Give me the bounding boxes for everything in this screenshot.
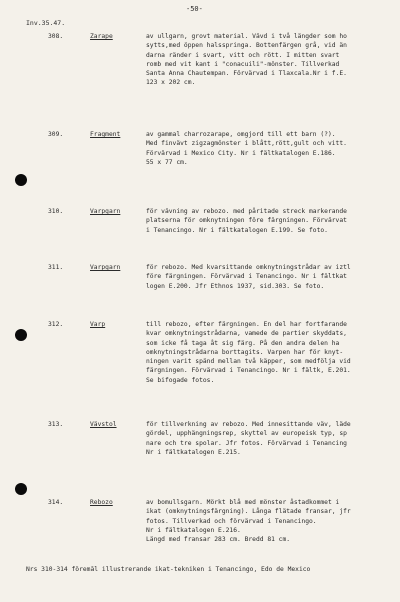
description-line: darna ränder i svart, vitt och rött. I mitten svart [146, 51, 340, 59]
entry-term: Varpgarn [90, 264, 121, 271]
description-line: fotos. Tillverkad och förvärvad i Tenancingo. [146, 517, 317, 525]
description-line: i Tenancingo. Nr i fältkatalogen E.199. Se foto. [146, 226, 328, 234]
description-line: Nr i fältkatalogen E.216. [146, 526, 241, 534]
description-line: för vävning av rebozo. med påritade streck markerande [146, 208, 347, 215]
description-line: för tillverkning av rebozo. Med innesittande väv, läde [146, 421, 351, 428]
entry-number: 312. [48, 321, 64, 328]
punch-hole [15, 329, 27, 341]
entry-description [146, 207, 398, 235]
entry-number: 311. [48, 264, 64, 271]
description-line: av ullgarn, grovt material. Vävd i två längder som ho [146, 33, 347, 40]
description-line: av bomullsgarn. Mörkt blå med mönster åstadkommet i [146, 499, 340, 506]
page-number: -50- [186, 5, 203, 13]
description-line: logen E.200. Jfr Ethnos 1937, sid.303. Se foto. [146, 282, 325, 290]
description-line: färgningen. Förvärvad i Tenancingo. Nr i fältk, E.201. [146, 367, 351, 375]
punch-hole [15, 483, 27, 495]
description-line: ningen varit spänd mellan två käpper, som medfölja vid [146, 358, 351, 366]
description-line: omknytningstrådarna borttagits. Varpen har för knyt- [146, 348, 344, 356]
entry-number: 309. [48, 131, 64, 138]
description-line: Längd med fransar 283 cm. Bredd 81 cm. [146, 536, 291, 544]
entry-number: 313. [48, 421, 64, 428]
description-line: Se bifogade fotos. [146, 376, 215, 384]
entry-number: 308. [48, 33, 64, 40]
description-line: kvar omknytningstrådarna, vamede de partier skyddats, [146, 330, 347, 338]
description-line: Förvärvad i Mexico City. Nr i fältkatalogen E.186. [146, 149, 336, 157]
footer-note: Nrs 310-314 föremål illustrerande ikat-tekniken i Tenancingo, Edo de Mexico [26, 566, 311, 573]
description-line: 123 x 202 cm. [146, 79, 196, 87]
entry-term: Zarape [90, 33, 113, 40]
entry-number: 314. [48, 499, 64, 506]
description-line: romb med vit kant i "conacuili"-mönster. Tillverkad [146, 60, 340, 68]
description-line: ikat (omknytningsfärgning). Långa flätade fransar, jfr [146, 508, 351, 516]
description-line: Santa Anna Chautempan. Förvärvad i Tlaxcala.Nr i f.E. [146, 70, 347, 78]
description-line: nare och tre spolar. Jfr fotos. Förvärvad i Tenancing [146, 439, 347, 447]
punch-hole [15, 174, 27, 186]
description-line: för rebozo. Med kvarsittande omknytningstrådar av iztl [146, 264, 351, 271]
entry-term: Fragment [90, 131, 121, 138]
entry-description [146, 32, 398, 88]
inventory-label: Inv.35.47. [26, 19, 66, 27]
entry-number: 310. [48, 208, 64, 215]
description-line: till rebozo, efter färgningen. En del har fortfarande [146, 321, 347, 328]
description-line: Nr i fältkatalogen E.215. [146, 448, 241, 456]
entry-description [146, 130, 398, 167]
description-line: sytts,med öppen halsspringa. Bottenfärgen grå, vid än [146, 42, 347, 50]
description-line: platserna för omknytningen före färgningen. Förvärvat [146, 217, 347, 225]
entry-description [146, 320, 398, 385]
description-line: Med finvävt zigzagmönster i blått,rött,gult och vitt. [146, 140, 347, 148]
description-line: av gammal charrozarape, omgjord till ett barn (?). [146, 131, 336, 138]
description-line: före färgningen. Förvärvad i Tenancingo. Nr i fältkat [146, 273, 347, 281]
entry-description [146, 420, 398, 457]
description-line: 55 x 77 cm. [146, 158, 188, 166]
entry-description [146, 263, 398, 291]
description-line: gördel, upphängningsrep, skyttel av europeisk typ, sp [146, 430, 347, 438]
description-line: som icke få taga åt sig färg. På den andra delen ha [146, 339, 340, 347]
entry-description [146, 498, 398, 544]
entry-term: Varpgarn [90, 208, 121, 215]
entry-term: Rebozo [90, 499, 113, 506]
entry-term: Vävstol [90, 421, 117, 428]
entry-term: Varp [90, 321, 106, 328]
